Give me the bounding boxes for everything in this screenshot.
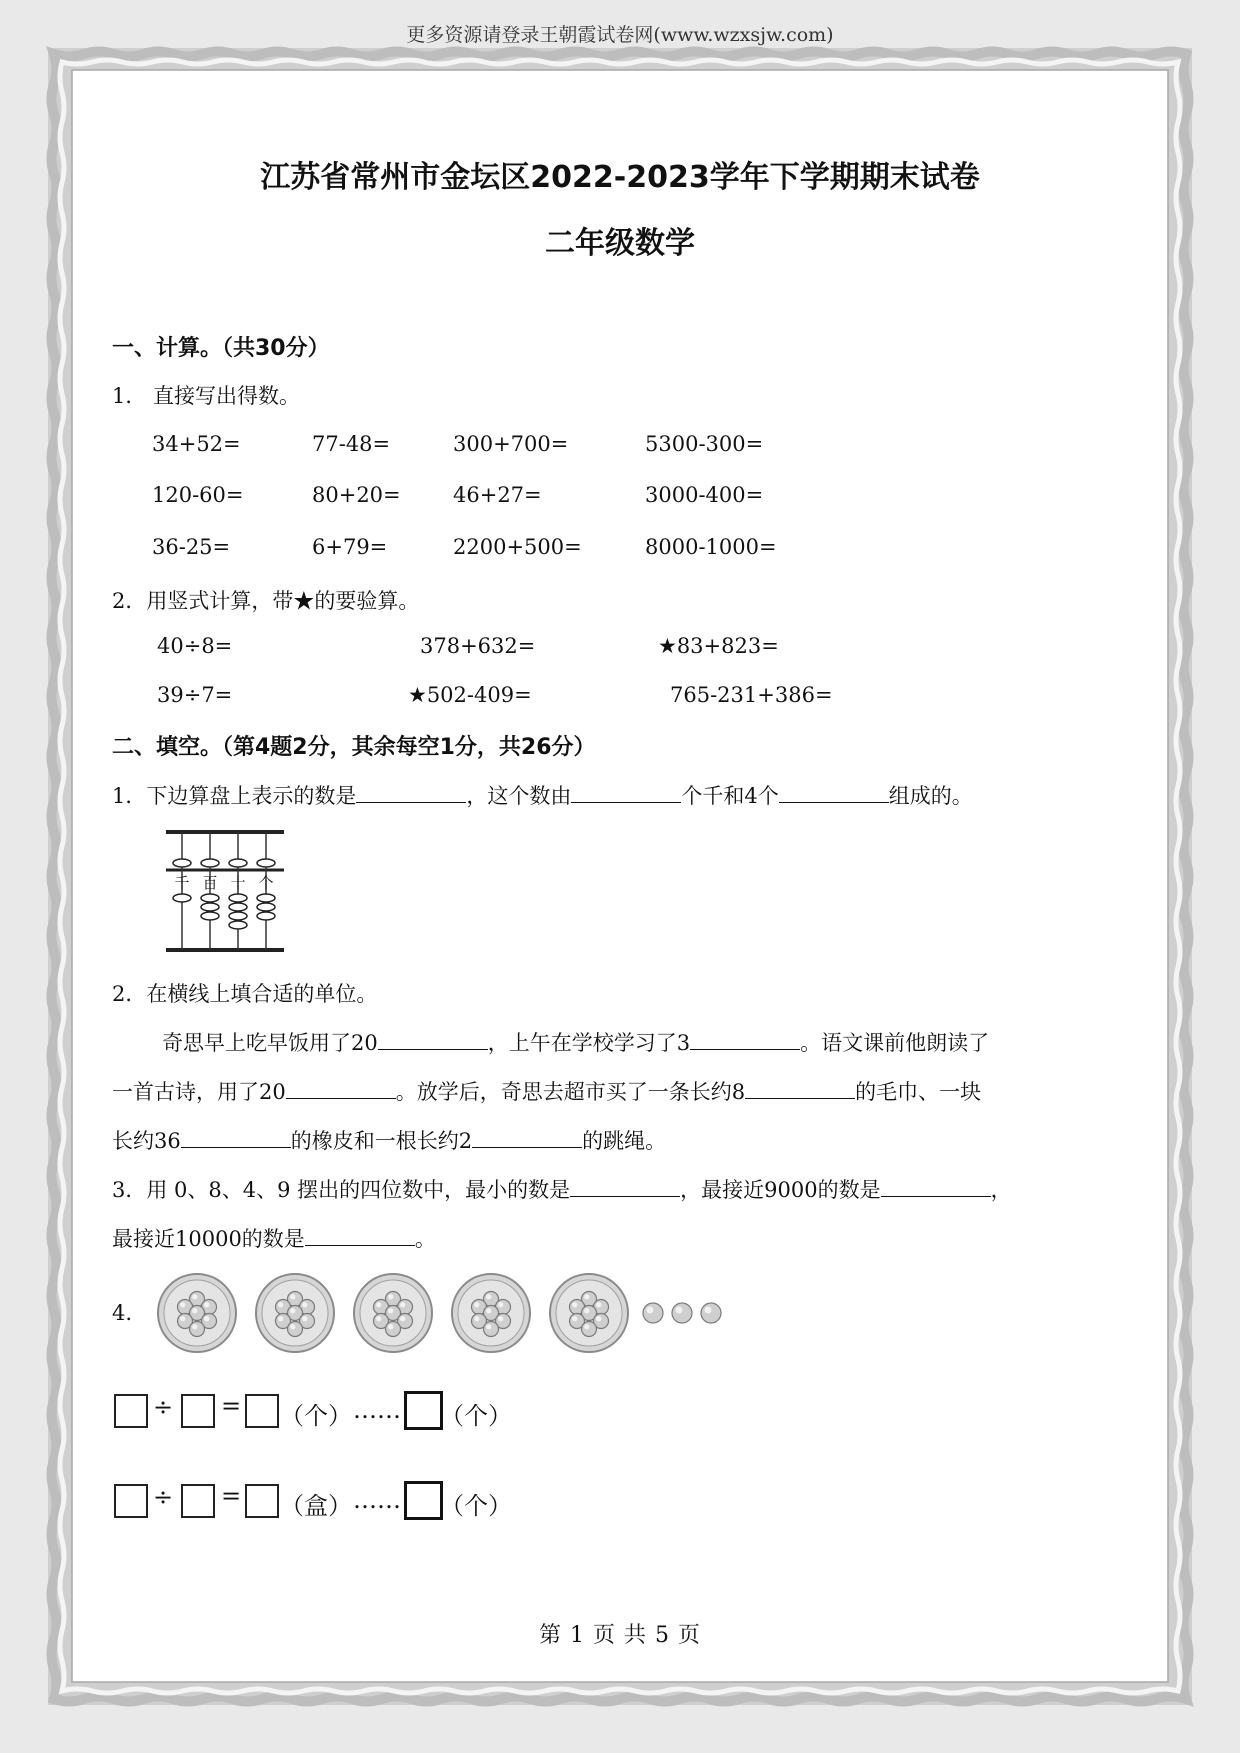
loose-ball-shine: [647, 1307, 654, 1314]
ball: [190, 1322, 205, 1337]
q1-item: 120-60=: [152, 483, 244, 507]
abacus-lower-bead: [257, 894, 275, 902]
q1-item: 6+79=: [312, 535, 388, 559]
unit-label: （个）: [280, 1402, 352, 1430]
abacus-lower-bead: [173, 894, 191, 902]
page-footer: 第 1 页 共 5 页: [539, 1623, 701, 1648]
answer-blank[interactable]: [356, 780, 466, 803]
section2-heading: 二、填空。（第4题2分，其余每空1分，共26分）: [112, 735, 596, 760]
unit-label: （个）: [440, 1492, 512, 1520]
abacus-lower-bead: [229, 912, 247, 920]
ball-shine: [596, 1316, 601, 1321]
ball-shine: [596, 1302, 601, 1307]
answer-box[interactable]: [245, 1484, 279, 1518]
answer-blank[interactable]: [472, 1125, 582, 1148]
q2-item: 39÷7=: [157, 683, 233, 707]
ball-shine: [204, 1302, 209, 1307]
ball-shine: [584, 1308, 589, 1313]
ball-shine: [474, 1316, 479, 1321]
abacus-lower-bead: [257, 903, 275, 911]
answer-box[interactable]: [114, 1484, 148, 1518]
s2-q3-line1: 3．用 0、8、4、9 摆出的四位数中，最小的数是 ，最接近9000的数是 ，: [112, 1174, 1012, 1204]
answer-box[interactable]: [114, 1394, 148, 1428]
ball-shine: [290, 1324, 295, 1329]
ball-shine: [498, 1302, 503, 1307]
equals-sign: =: [221, 1392, 242, 1420]
ball-shine: [302, 1302, 307, 1307]
abacus-place-label: 十: [230, 874, 246, 892]
q1-item: 34+52=: [152, 432, 241, 456]
abacus-lower-bead: [229, 894, 247, 902]
ball-shine: [486, 1294, 491, 1299]
remainder-dots: ……: [353, 1486, 401, 1514]
ball: [484, 1322, 499, 1337]
header-note: 更多资源请登录王朝霞试卷网(www.wzxsjw.com): [406, 24, 834, 46]
ball-shine: [278, 1302, 283, 1307]
ball-shine: [400, 1316, 405, 1321]
unit-label: （盒）: [280, 1492, 352, 1520]
ball-shine: [400, 1302, 405, 1307]
ball-shine: [486, 1324, 491, 1329]
q2-item: ★83+823=: [658, 634, 779, 658]
answer-blank[interactable]: [779, 780, 889, 803]
s2-q3-line2: 最接近10000的数是 。: [112, 1223, 436, 1253]
answer-box[interactable]: [181, 1484, 215, 1518]
answer-box[interactable]: [181, 1394, 215, 1428]
ball-shine: [486, 1308, 491, 1313]
abacus-place-label: 百: [202, 874, 218, 892]
s2-q2-line3: 长约36 的橡皮和一根长约2 的跳绳。: [112, 1125, 666, 1155]
answer-blank[interactable]: [305, 1223, 415, 1246]
ball-shine: [388, 1294, 393, 1299]
s2-q2-line2: 一首古诗，用了20 。放学后，奇思去超市买了一条长约8 的毛巾、一块: [112, 1076, 981, 1106]
answer-blank[interactable]: [571, 780, 681, 803]
loose-ball: [672, 1303, 692, 1323]
abacus-place-label: 个: [258, 874, 274, 892]
q1-item: 77-48=: [312, 432, 391, 456]
abacus-lower-bead: [257, 912, 275, 920]
q1-item: 8000-1000=: [645, 535, 777, 559]
ball-shine: [572, 1302, 577, 1307]
ball-shine: [388, 1308, 393, 1313]
q1-item: 46+27=: [453, 483, 542, 507]
answer-blank[interactable]: [570, 1174, 680, 1197]
ball-shine: [290, 1294, 295, 1299]
ball-shine: [376, 1302, 381, 1307]
remainder-box[interactable]: [404, 1481, 443, 1520]
q1-item: 3000-400=: [645, 483, 764, 507]
section1-heading: 一、计算。（共30分）: [112, 336, 330, 361]
q1-item: 2200+500=: [453, 535, 582, 559]
ball: [386, 1322, 401, 1337]
ball-shine: [474, 1302, 479, 1307]
abacus-upper-bead: [201, 859, 219, 867]
s2-q2-label: 2．在横线上填合适的单位。: [112, 982, 378, 1006]
q2-label: 2．用竖式计算，带★的要验算。: [112, 589, 420, 613]
q2-item: ★502-409=: [408, 683, 532, 707]
loose-ball: [701, 1303, 721, 1323]
s2-q4-label: 4.: [112, 1301, 133, 1325]
divide-sign: ÷: [153, 1483, 174, 1511]
s2-q2-line1: 奇思早上吃早饭用了20 ，上午在学校学习了3 。语文课前他朗读了: [162, 1027, 989, 1057]
q2-item: 765-231+386=: [670, 683, 833, 707]
ball-shine: [584, 1294, 589, 1299]
ball-shine: [192, 1324, 197, 1329]
q2-item: 40÷8=: [157, 634, 233, 658]
ball-shine: [192, 1308, 197, 1313]
q1-item: 36-25=: [152, 535, 231, 559]
abacus-upper-bead: [229, 859, 247, 867]
abacus-lower-bead: [229, 921, 247, 929]
abacus-place-label: 千: [174, 874, 190, 892]
s2-q1-text: 1．下边算盘上表示的数是 ，这个数由 个千和4个 组成的。: [112, 780, 973, 810]
q1-item: 5300-300=: [645, 432, 764, 456]
abacus-lower-bead: [201, 894, 219, 902]
ball-plates-figure: [155, 1270, 735, 1360]
answer-blank[interactable]: [286, 1076, 396, 1099]
ball-shine: [278, 1316, 283, 1321]
ball-shine: [376, 1316, 381, 1321]
ball: [582, 1322, 597, 1337]
answer-blank[interactable]: [745, 1076, 855, 1099]
loose-ball-shine: [676, 1307, 683, 1314]
abacus-lower-bead: [201, 903, 219, 911]
remainder-box[interactable]: [404, 1391, 443, 1430]
ball-shine: [192, 1294, 197, 1299]
answer-blank[interactable]: [881, 1174, 991, 1197]
ball-shine: [204, 1316, 209, 1321]
ball-shine: [290, 1308, 295, 1313]
ball-shine: [388, 1324, 393, 1329]
ball: [288, 1322, 303, 1337]
equals-sign: =: [221, 1482, 242, 1510]
ball-shine: [584, 1324, 589, 1329]
ball-shine: [302, 1316, 307, 1321]
page-title: 江苏省常州市金坛区2022-2023学年下学期期末试卷: [260, 160, 980, 195]
divide-sign: ÷: [153, 1393, 174, 1421]
q1-item: 300+700=: [453, 432, 569, 456]
abacus-upper-bead: [173, 859, 191, 867]
ball-shine: [498, 1316, 503, 1321]
abacus-figure: [160, 826, 290, 956]
remainder-dots: ……: [353, 1396, 401, 1424]
answer-blank[interactable]: [690, 1027, 800, 1050]
answer-blank[interactable]: [181, 1125, 291, 1148]
abacus-upper-bead: [257, 859, 275, 867]
answer-box[interactable]: [245, 1394, 279, 1428]
q2-item: 378+632=: [420, 634, 536, 658]
abacus-lower-bead: [229, 903, 247, 911]
unit-label: （个）: [440, 1402, 512, 1430]
abacus-lower-bead: [201, 912, 219, 920]
answer-blank[interactable]: [378, 1027, 488, 1050]
q1-label: 1． 直接写出得数。: [112, 384, 301, 408]
loose-ball-shine: [705, 1307, 712, 1314]
ball-shine: [180, 1316, 185, 1321]
page-subtitle: 二年级数学: [545, 226, 695, 261]
q1-item: 80+20=: [312, 483, 401, 507]
ball-shine: [180, 1302, 185, 1307]
loose-ball: [643, 1303, 663, 1323]
ball-shine: [572, 1316, 577, 1321]
